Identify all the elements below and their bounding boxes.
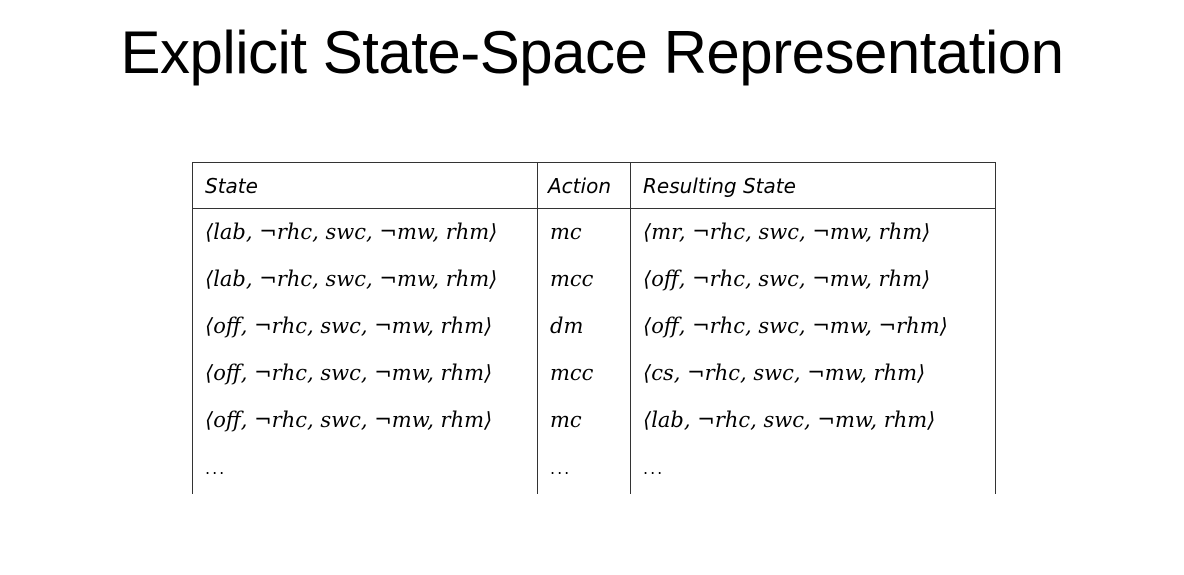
header-state: State [193, 163, 538, 209]
cell-state: ⟨off, ¬rhc, swc, ¬mw, rhm⟩ [193, 303, 538, 350]
cell-state: ⟨lab, ¬rhc, swc, ¬mw, rhm⟩ [193, 256, 538, 303]
table-row [193, 350, 996, 397]
header-action: Action [538, 163, 631, 209]
ellipsis-state: ... [193, 444, 538, 494]
cell-action: mcc [538, 350, 631, 397]
cell-state: ⟨off, ¬rhc, swc, ¬mw, rhm⟩ [193, 350, 538, 397]
state-transition-table-container [192, 162, 995, 496]
ellipsis-resulting-state: ... [631, 444, 996, 494]
cell-action: mc [538, 209, 631, 256]
cell-resulting-state: ⟨cs, ¬rhc, swc, ¬mw, rhm⟩ [631, 350, 996, 397]
table-row [193, 397, 996, 444]
ellipsis-action: ... [538, 444, 631, 494]
cell-resulting-state: ⟨lab, ¬rhc, swc, ¬mw, rhm⟩ [631, 397, 996, 444]
cell-resulting-state: ⟨mr, ¬rhc, swc, ¬mw, rhm⟩ [631, 209, 996, 256]
table-row [193, 209, 996, 256]
state-transition-table [192, 162, 996, 494]
cell-action: mcc [538, 256, 631, 303]
cell-state: ⟨lab, ¬rhc, swc, ¬mw, rhm⟩ [193, 209, 538, 256]
slide-title: Explicit State-Space Representation [120, 19, 1064, 86]
cell-action: dm [538, 303, 631, 350]
table-header-row [193, 163, 996, 209]
cell-resulting-state: ⟨off, ¬rhc, swc, ¬mw, ¬rhm⟩ [631, 303, 996, 350]
cell-action: mc [538, 397, 631, 444]
table-row-ellipsis [193, 444, 996, 494]
cell-resulting-state: ⟨off, ¬rhc, swc, ¬mw, rhm⟩ [631, 256, 996, 303]
cell-state: ⟨off, ¬rhc, swc, ¬mw, rhm⟩ [193, 397, 538, 444]
header-resulting-state: Resulting State [631, 163, 996, 209]
table-row [193, 256, 996, 303]
table-row [193, 303, 996, 350]
